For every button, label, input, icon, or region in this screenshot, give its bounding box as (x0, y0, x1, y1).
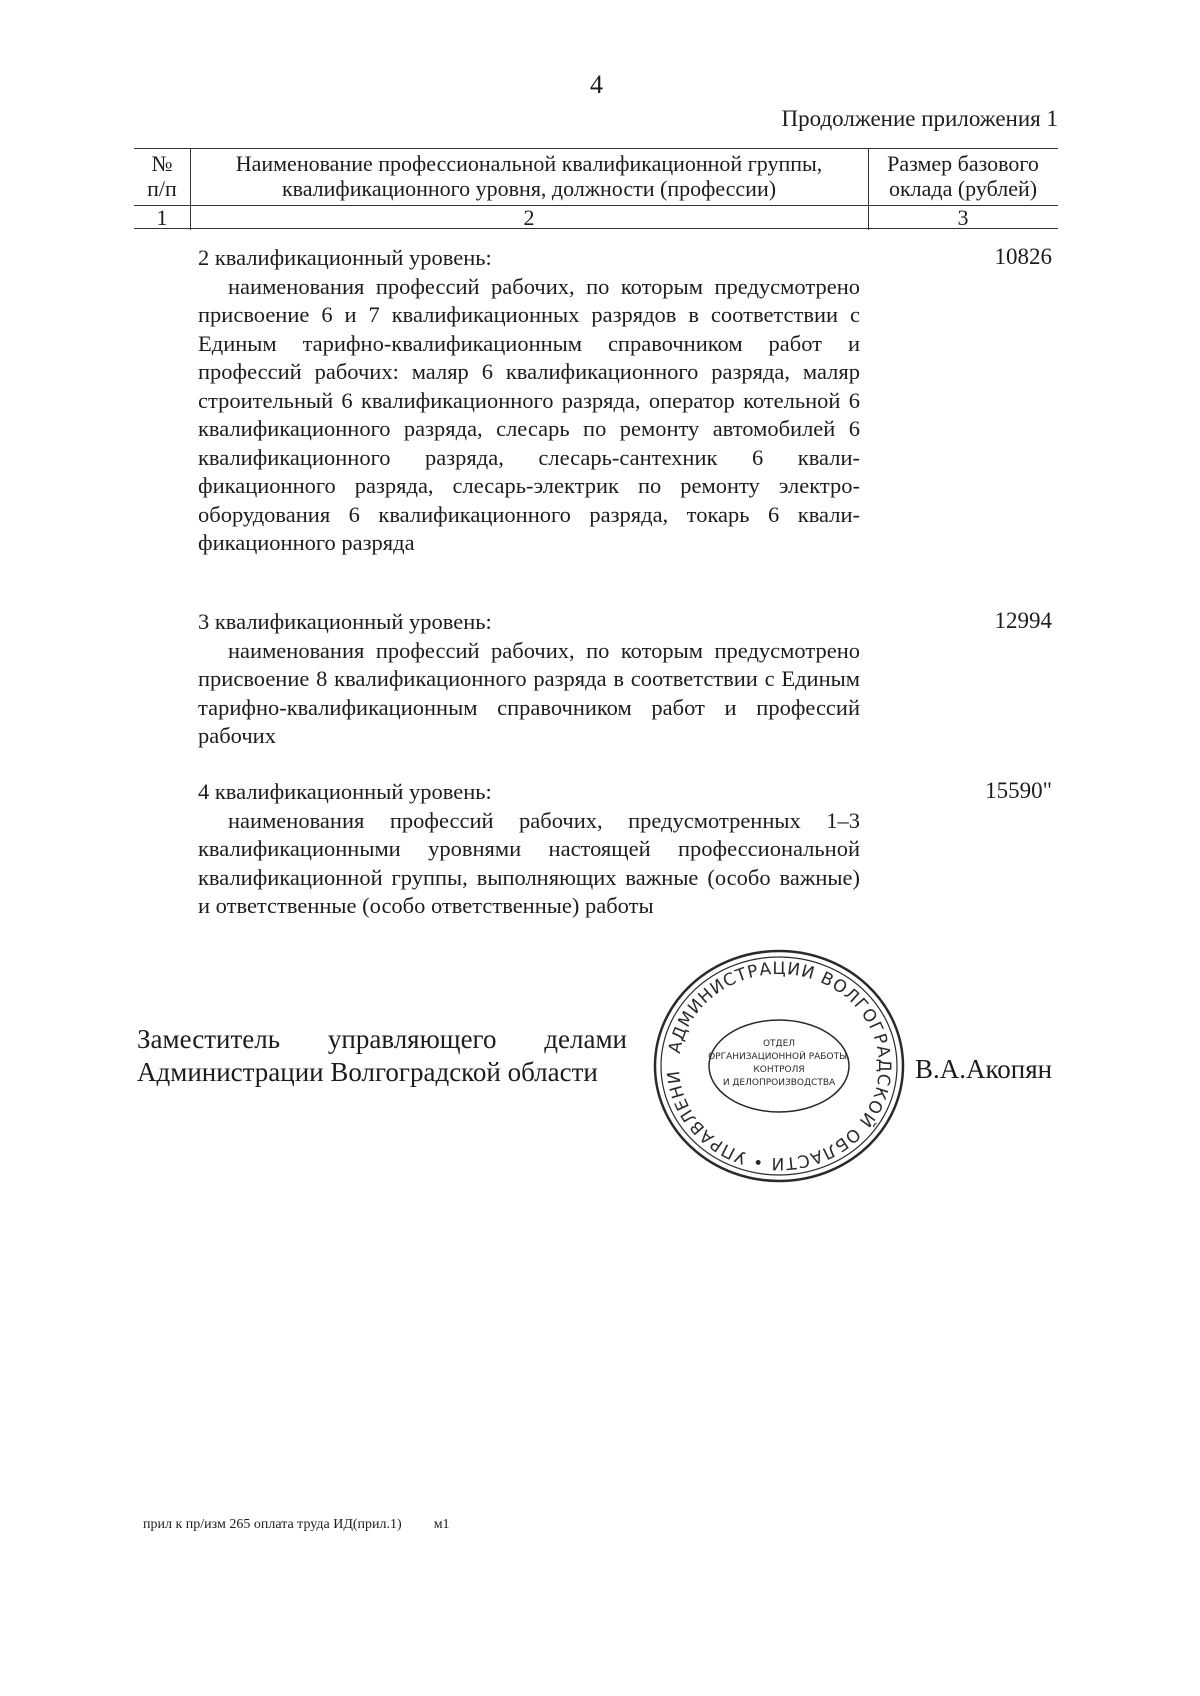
level-3-block (198, 608, 860, 751)
page-number: 4 (590, 70, 603, 99)
footer-code: прил к пр/изм 265 оплата труда ИД(прил.1) (143, 1517, 402, 1532)
column-header-name-line1: Наименование профессиональной квалификационной группы, (235, 151, 823, 176)
stamp-inner-line1: ОТДЕЛ (762, 1039, 796, 1049)
stamp-inner-line2: ОРГАНИЗАЦИОННОЙ РАБОТЫ, (708, 1052, 850, 1062)
signatory-position-line2: Администрации Волгоградской области (137, 1057, 598, 1087)
level-3-description: наименования профессий рабочих, по которым предусмотрено присвоение 8 квалификационного разряда в соответствии с Единым тарифно-квалификационным справочником работ и профессий рабочих (198, 637, 860, 748)
signatory-position-line1: Заместитель управляющего делами (137, 1024, 627, 1054)
level-2-title: 2 квалификационный уровень: (198, 245, 492, 270)
footer-document-code (143, 1517, 450, 1533)
stamp-inner-line3: КОНТРОЛЯ (753, 1065, 805, 1075)
level-4-description: наименования профессий рабочих, предусмотренных 1–3 квалификационными уровнями настоящей профессиональной квалификационной группы, выполняющих важные (особо важные) и ответственные (особо ответственные) работы (198, 807, 860, 918)
level-2-description: наименования профессий рабочих, по которым предусмотрено присвоение 6 и 7 квалификационных разрядов в соответствии с Единым тарифно-квалификационным справочником работ и профессий рабочих: маляр 6 квалификационного разряда, маляр строительный 6 квалификационного разряда, оператор котельной 6 квалификационного разряда, слесарь по ремонту автомобилей 6 квалификационного разряда, слесарь-сантехник 6 квалификационного разряда, слесарь-электрик по ремонту электрооборудования 6 квалификационного разряда, токарь 6 квалификационного разряда (198, 273, 860, 555)
level-3-title: 3 квалификационный уровень: (198, 609, 492, 634)
column-header-name-line2: квалификационного уровня, должности (профессии) (281, 176, 777, 201)
column-number-1: 1 (156, 205, 168, 230)
column-header-number-line2: п/п (147, 176, 177, 201)
level-3-salary: 12994 (994, 608, 1052, 633)
column-header-salary-line2: оклада (рублей) (888, 176, 1038, 201)
level-4-title: 4 квалификационный уровень: (198, 779, 492, 804)
column-header-salary-line1: Размер базового (887, 151, 1039, 176)
signatory-position (137, 1023, 627, 1089)
footer-mark: м1 (433, 1517, 450, 1532)
stamp-outer-text: АДМИНИСТРАЦИИ ВОЛГОГРАДСКОЙ ОБЛАСТИ • УПРАВЛЕНИ (663, 958, 895, 1174)
level-4-salary: 15590" (985, 778, 1052, 803)
signatory-name: В.А.Акопян (915, 1054, 1053, 1084)
stamp-seal-graphic (650, 946, 908, 1186)
official-stamp (650, 946, 908, 1186)
table-header (134, 148, 1058, 230)
level-2-block (198, 244, 860, 558)
level-2-salary: 10826 (994, 244, 1052, 269)
level-4-block (198, 778, 860, 921)
column-header-number (134, 151, 190, 201)
continuation-label: Продолжение приложения 1 (781, 106, 1058, 131)
table-top-rule (134, 148, 1058, 149)
column-header-salary (868, 151, 1058, 201)
stamp-inner-line4: И ДЕЛОПРОИЗВОДСТВА (722, 1078, 836, 1088)
column-header-name (190, 151, 868, 201)
column-number-2: 2 (523, 205, 535, 230)
column-number-3: 3 (957, 205, 969, 230)
column-header-number-line1: № (151, 151, 173, 176)
